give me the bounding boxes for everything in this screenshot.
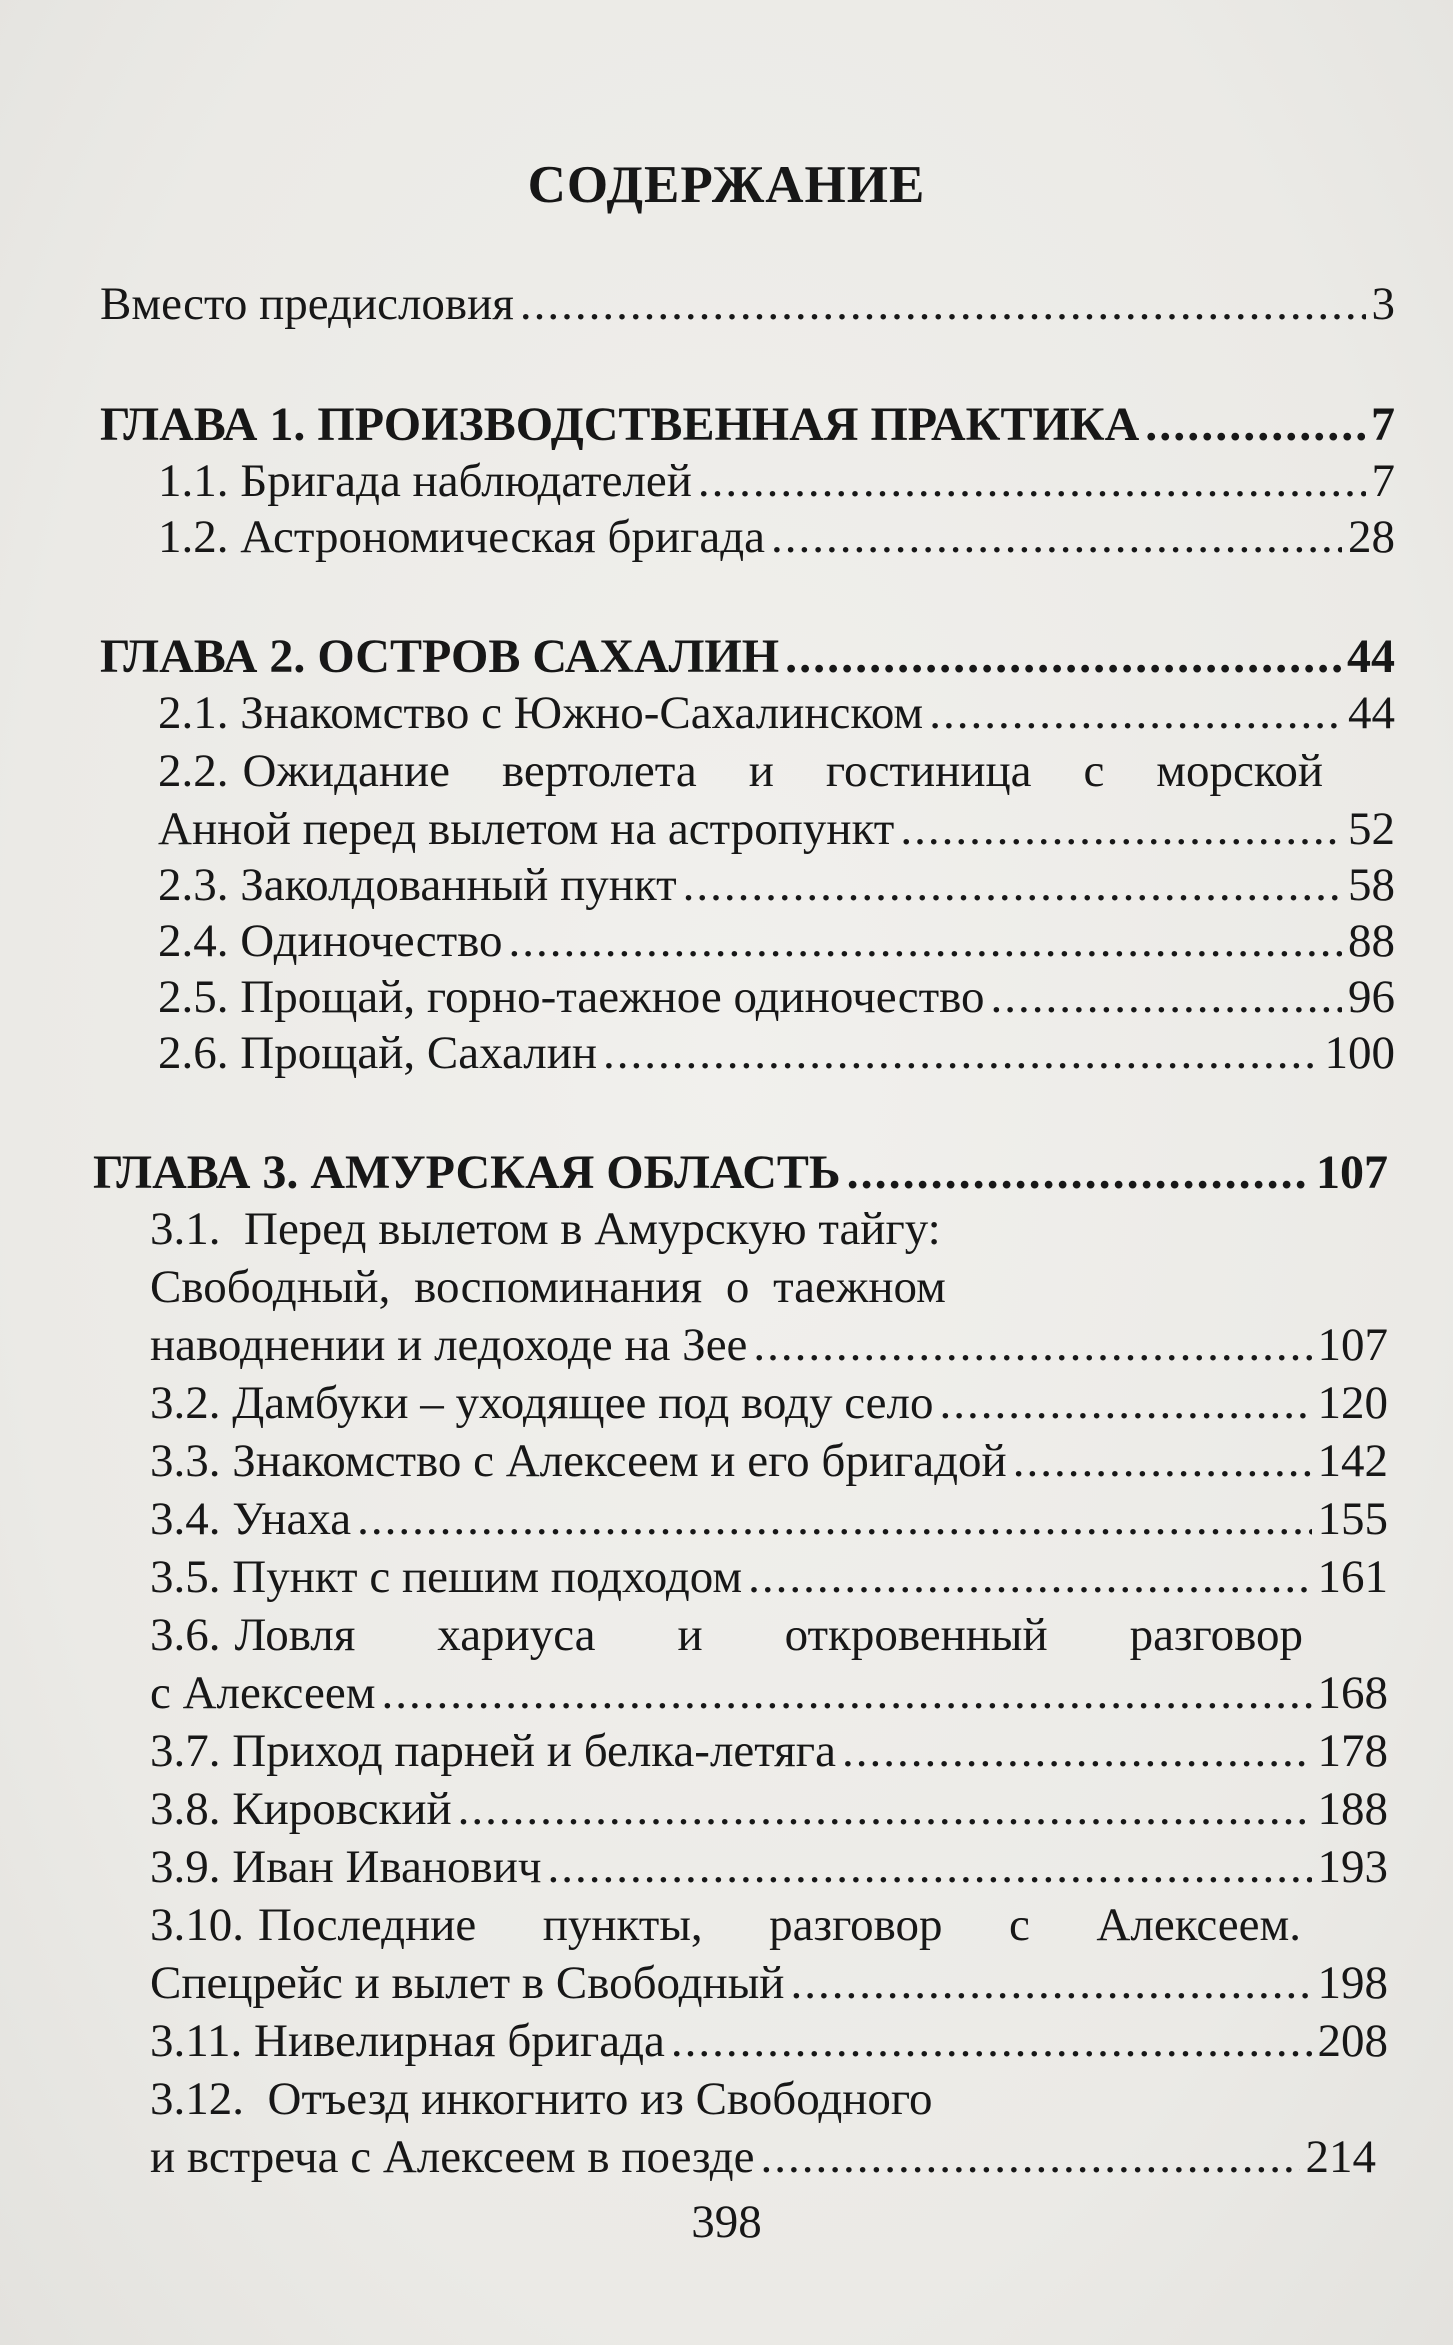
section-number: 3.11. [150, 2015, 243, 2067]
section-page: 198 [1317, 1957, 1388, 2009]
toc-entry-3-2 [150, 1375, 1388, 1431]
section-page: 107 [1317, 1319, 1388, 1371]
leader-dots [939, 1375, 1311, 1431]
section-title-line1: Ожидание вертолета и гостиница с морской [242, 745, 1323, 797]
section-page: 168 [1317, 1667, 1388, 1719]
toc-entry-3-1-line3 [150, 1317, 1388, 1373]
toc-entry-3-11 [150, 2013, 1388, 2069]
leader-dots [785, 629, 1341, 685]
toc-entry-text: Вместо предисловия [100, 278, 514, 330]
section-page: 100 [1324, 1027, 1395, 1079]
section-page: 28 [1348, 511, 1395, 563]
section-title-line2: с Алексеем [150, 1667, 376, 1719]
chapter-title: ГЛАВА 3. АМУРСКАЯ ОБЛАСТЬ [93, 1146, 841, 1199]
section-page: 142 [1317, 1435, 1388, 1487]
toc-entry-3-5 [150, 1549, 1388, 1605]
leader-dots [991, 969, 1342, 1025]
chapter-title: ГЛАВА 1. ПРОИЗВОДСТВЕННАЯ ПРАКТИКА [100, 398, 1140, 451]
leader-dots [698, 453, 1366, 509]
section-title-line2: Свободный, воспоминания о таежном [150, 1261, 946, 1313]
section-title: Одиночество [240, 915, 503, 967]
leader-dots [847, 1145, 1310, 1201]
section-number: 3.4. [150, 1493, 221, 1545]
section-title-line2: Анной перед вылетом на астропункт [158, 803, 895, 855]
section-title: Заколдованный пункт [240, 859, 677, 911]
toc-entry-3-1-line1 [150, 1201, 941, 1257]
section-title: Приход парней и белка-летяга [232, 1725, 836, 1777]
leader-dots [683, 857, 1342, 913]
toc-entry-3-10-line1 [150, 1897, 1301, 1953]
section-title-line3: наводнении и ледоходе на Зее [150, 1319, 748, 1371]
section-page: 58 [1348, 859, 1395, 911]
section-page: 161 [1317, 1551, 1388, 1603]
leader-dots [1013, 1433, 1312, 1489]
section-number: 3.7. [150, 1725, 221, 1777]
section-page: 214 [1305, 2131, 1376, 2183]
toc-entry-2-6 [158, 1025, 1395, 1081]
chapter-title: ГЛАВА 2. ОСТРОВ САХАЛИН [100, 630, 780, 683]
section-title-line1: Отъезд инкогнито из Свободного [267, 2073, 933, 2125]
toc-entry-3-9 [150, 1839, 1388, 1895]
section-title: Астрономическая бригада [240, 511, 766, 563]
leader-dots [603, 1025, 1318, 1081]
leader-dots [929, 685, 1342, 741]
toc-entry-2-2-line2 [158, 801, 1395, 857]
leader-dots [771, 509, 1342, 565]
section-page: 44 [1348, 687, 1395, 739]
page-number: 398 [691, 2196, 762, 2248]
toc-entry-3-3 [150, 1433, 1388, 1489]
section-title-line2: Спецрейс и вылет в Свободный [150, 1957, 785, 2009]
leader-dots [381, 1665, 1311, 1721]
section-page: 155 [1317, 1493, 1388, 1545]
toc-entry-3-6-line2 [150, 1665, 1388, 1721]
section-number: 2.1. [158, 687, 229, 739]
toc-entry-3-4 [150, 1491, 1388, 1547]
section-title: Знакомство с Алексеем и его бригадой [232, 1435, 1007, 1487]
section-number: 3.12. [150, 2073, 244, 2125]
section-number: 3.8. [150, 1783, 221, 1835]
toc-entry-3-12-line1 [150, 2071, 933, 2127]
toc-entry-page: 3 [1371, 278, 1395, 330]
section-page: 120 [1317, 1377, 1388, 1429]
section-number: 2.2. [158, 745, 229, 797]
section-number: 2.6. [158, 1027, 229, 1079]
section-page: 178 [1317, 1725, 1388, 1777]
toc-chapter-2 [100, 629, 1395, 685]
toc-entry-preface [100, 276, 1395, 332]
toc-entry-2-1 [158, 685, 1395, 741]
section-number: 3.9. [150, 1841, 221, 1893]
section-number: 2.5. [158, 971, 229, 1023]
toc-entry-1-1 [158, 453, 1395, 509]
leader-dots [520, 276, 1366, 332]
toc-entry-2-3 [158, 857, 1395, 913]
toc-entry-3-10-line2 [150, 1955, 1388, 2011]
toc-entry-3-8 [150, 1781, 1388, 1837]
section-title: Прощай, Сахалин [240, 1027, 598, 1079]
section-title-line1: Последние пункты, разговор с Алексеем. [258, 1899, 1301, 1951]
toc-chapter-1 [100, 397, 1395, 453]
section-number: 3.5. [150, 1551, 221, 1603]
section-number: 1.1. [158, 455, 229, 507]
leader-dots [842, 1723, 1312, 1779]
toc-entry-2-5 [158, 969, 1395, 1025]
leader-dots [671, 2013, 1312, 2069]
section-title: Прощай, горно-таежное одиночество [240, 971, 985, 1023]
leader-dots [357, 1491, 1311, 1547]
section-number: 3.3. [150, 1435, 221, 1487]
chapter-page: 107 [1316, 1146, 1388, 1199]
section-title: Иван Иванович [232, 1841, 542, 1893]
toc-entry-2-2-line1 [158, 743, 1323, 799]
section-number: 3.10. [150, 1899, 244, 1951]
toc-entry-3-1-line2 [150, 1259, 946, 1315]
section-number: 3.2. [150, 1377, 221, 1429]
leader-dots [548, 1839, 1312, 1895]
section-number: 2.4. [158, 915, 229, 967]
toc-entry-2-4 [158, 913, 1395, 969]
section-page: 52 [1348, 803, 1395, 855]
toc-entry-3-6-line1 [150, 1607, 1303, 1663]
toc-title: СОДЕРЖАНИЕ [527, 156, 926, 214]
toc-entry-3-12-line2 [150, 2129, 1376, 2185]
section-title: Бригада наблюдателей [240, 455, 692, 507]
leader-dots [753, 1317, 1311, 1373]
section-title: Дамбуки – уходящее под воду село [232, 1377, 934, 1429]
section-number: 3.1. [150, 1203, 221, 1255]
section-page: 193 [1317, 1841, 1388, 1893]
section-page: 96 [1348, 971, 1395, 1023]
section-title-line1: Ловля хариуса и откровенный разговор [234, 1609, 1303, 1661]
leader-dots [900, 801, 1342, 857]
leader-dots [458, 1781, 1312, 1837]
section-number: 1.2. [158, 511, 229, 563]
section-title: Знакомство с Южно-Сахалинском [240, 687, 924, 739]
leader-dots [761, 2129, 1300, 2185]
section-page: 188 [1317, 1783, 1388, 1835]
chapter-page: 7 [1371, 398, 1395, 451]
section-number: 2.3. [158, 859, 229, 911]
leader-dots [748, 1549, 1311, 1605]
toc-chapter-3 [93, 1145, 1388, 1201]
leader-dots [509, 913, 1342, 969]
section-title: Пункт с пешим подходом [232, 1551, 743, 1603]
toc-entry-3-7 [150, 1723, 1388, 1779]
section-page: 208 [1317, 2015, 1388, 2067]
section-title: Унаха [232, 1493, 352, 1545]
section-page: 88 [1348, 915, 1395, 967]
section-title: Кировский [232, 1783, 452, 1835]
chapter-page: 44 [1347, 630, 1395, 683]
leader-dots [790, 1955, 1311, 2011]
section-title-line1: Перед вылетом в Амурскую тайгу: [244, 1203, 941, 1255]
section-title-line2: и встреча с Алексеем в поезде [150, 2131, 755, 2183]
section-page: 7 [1371, 455, 1395, 507]
section-number: 3.6. [150, 1609, 221, 1661]
section-title: Нивелирная бригада [254, 2015, 665, 2067]
toc-entry-1-2 [158, 509, 1395, 565]
leader-dots [1145, 397, 1365, 453]
